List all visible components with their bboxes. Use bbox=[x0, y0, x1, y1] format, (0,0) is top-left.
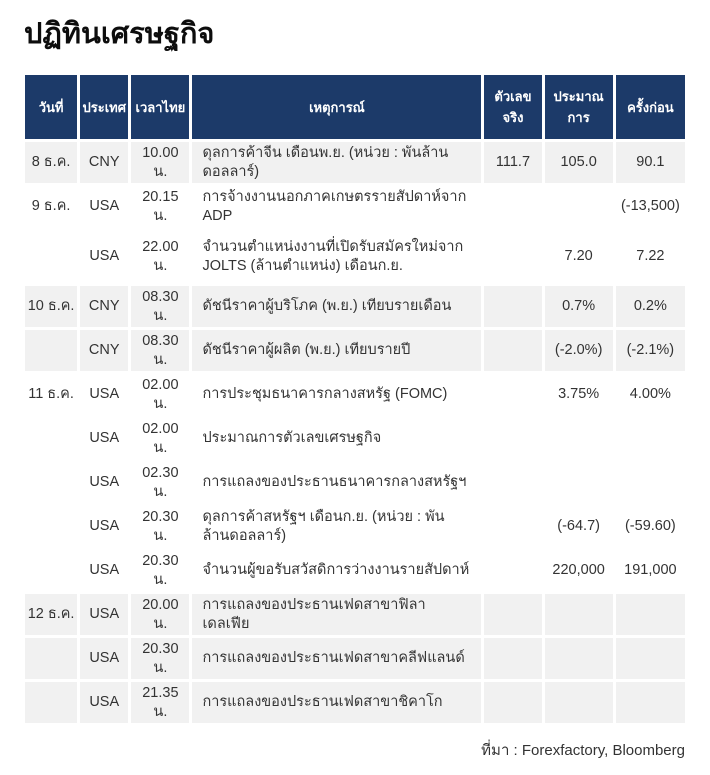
cell-previous bbox=[616, 594, 685, 635]
table-row bbox=[25, 506, 685, 547]
cell-time: 20.30 น. bbox=[131, 506, 189, 547]
cell-event: จำนวนผู้ขอรับสวัสดิการว่างงานรายสัปดาห์ bbox=[192, 550, 481, 591]
table-header-row bbox=[25, 75, 685, 139]
cell-date: 12 ธ.ค. bbox=[25, 594, 77, 635]
cell-forecast bbox=[545, 594, 613, 635]
cell-event: ดุลการค้าจีน เดือนพ.ย. (หน่วย : พันล้านดอลลาร์) bbox=[192, 142, 481, 183]
table-row bbox=[25, 374, 685, 415]
header-date: วันที่ bbox=[25, 75, 77, 139]
cell-event: การประชุมธนาคารกลางสหรัฐ (FOMC) bbox=[192, 374, 481, 415]
cell-forecast: (-2.0%) bbox=[545, 330, 613, 371]
cell-actual bbox=[484, 374, 541, 415]
cell-previous bbox=[616, 682, 685, 723]
cell-previous: (-59.60) bbox=[616, 506, 685, 547]
header-event: เหตุการณ์ bbox=[192, 75, 481, 139]
table-body bbox=[25, 142, 685, 723]
page-title: ปฏิทินเศรษฐกิจ bbox=[24, 18, 215, 50]
cell-forecast bbox=[545, 638, 613, 679]
table-row bbox=[25, 550, 685, 591]
cell-forecast: (-64.7) bbox=[545, 506, 613, 547]
cell-event: ประมาณการตัวเลขเศรษฐกิจ bbox=[192, 418, 481, 459]
cell-actual bbox=[484, 286, 541, 327]
cell-actual bbox=[484, 186, 541, 227]
header-country: ประเทศ bbox=[80, 75, 128, 139]
cell-event: การแถลงของประธานเฟดสาขาชิคาโก bbox=[192, 682, 481, 723]
cell-event: การแถลงของประธานธนาคารกลางสหรัฐฯ bbox=[192, 462, 481, 503]
cell-date: 8 ธ.ค. bbox=[25, 142, 77, 183]
table-row bbox=[25, 418, 685, 459]
cell-date bbox=[25, 462, 77, 503]
cell-date bbox=[25, 330, 77, 371]
cell-forecast bbox=[545, 418, 613, 459]
cell-forecast: 0.7% bbox=[545, 286, 613, 327]
cell-time: 20.15 น. bbox=[131, 186, 189, 227]
cell-previous: 191,000 bbox=[616, 550, 685, 591]
cell-country: USA bbox=[80, 506, 128, 547]
cell-previous bbox=[616, 462, 685, 503]
header-actual: ตัวเลขจริง bbox=[484, 75, 541, 139]
cell-country: USA bbox=[80, 374, 128, 415]
cell-time: 08.30 น. bbox=[131, 286, 189, 327]
cell-forecast: 105.0 bbox=[545, 142, 613, 183]
cell-time: 10.00 น. bbox=[131, 142, 189, 183]
cell-date bbox=[25, 682, 77, 723]
cell-date bbox=[25, 418, 77, 459]
table-row bbox=[25, 230, 685, 283]
cell-event: การแถลงของประธานเฟดสาขาคลีฟแลนด์ bbox=[192, 638, 481, 679]
cell-previous: 7.22 bbox=[616, 230, 685, 283]
cell-actual bbox=[484, 682, 541, 723]
cell-country: CNY bbox=[80, 142, 128, 183]
cell-actual bbox=[484, 418, 541, 459]
cell-previous: (-2.1%) bbox=[616, 330, 685, 371]
cell-event: การจ้างงานนอกภาคเกษตรรายสัปดาห์จาก ADP bbox=[192, 186, 481, 227]
cell-date bbox=[25, 638, 77, 679]
cell-country: USA bbox=[80, 462, 128, 503]
table-row bbox=[25, 186, 685, 227]
cell-forecast bbox=[545, 462, 613, 503]
header-previous: ครั้งก่อน bbox=[616, 75, 685, 139]
cell-date: 10 ธ.ค. bbox=[25, 286, 77, 327]
cell-actual bbox=[484, 638, 541, 679]
cell-time: 20.00 น. bbox=[131, 594, 189, 635]
cell-country: USA bbox=[80, 638, 128, 679]
cell-date bbox=[25, 230, 77, 283]
header-forecast: ประมาณการ bbox=[545, 75, 613, 139]
cell-date: 11 ธ.ค. bbox=[25, 374, 77, 415]
economic-calendar-table bbox=[22, 72, 688, 726]
cell-actual bbox=[484, 550, 541, 591]
cell-previous bbox=[616, 418, 685, 459]
table-row bbox=[25, 286, 685, 327]
cell-previous: 0.2% bbox=[616, 286, 685, 327]
cell-forecast bbox=[545, 682, 613, 723]
table-row bbox=[25, 142, 685, 183]
cell-time: 22.00 น. bbox=[131, 230, 189, 283]
cell-country: USA bbox=[80, 230, 128, 283]
cell-event: ดัชนีราคาผู้บริโภค (พ.ย.) เทียบรายเดือน bbox=[192, 286, 481, 327]
source-attribution: ที่มา : Forexfactory, Bloomberg bbox=[481, 742, 685, 759]
cell-previous bbox=[616, 638, 685, 679]
cell-event: จำนวนตำแหน่งงานที่เปิดรับสมัครใหม่จาก JOLTS (ล้านตำแหน่ง) เดือนก.ย. bbox=[192, 230, 481, 283]
cell-time: 08.30 น. bbox=[131, 330, 189, 371]
table-row bbox=[25, 682, 685, 723]
cell-actual bbox=[484, 230, 541, 283]
cell-actual: 111.7 bbox=[484, 142, 541, 183]
cell-country: CNY bbox=[80, 286, 128, 327]
cell-date bbox=[25, 550, 77, 591]
cell-time: 02.00 น. bbox=[131, 418, 189, 459]
cell-date bbox=[25, 506, 77, 547]
cell-date: 9 ธ.ค. bbox=[25, 186, 77, 227]
cell-country: USA bbox=[80, 682, 128, 723]
cell-forecast: 3.75% bbox=[545, 374, 613, 415]
cell-previous: (-13,500) bbox=[616, 186, 685, 227]
table-row bbox=[25, 330, 685, 371]
cell-actual bbox=[484, 506, 541, 547]
cell-forecast: 220,000 bbox=[545, 550, 613, 591]
cell-country: USA bbox=[80, 418, 128, 459]
cell-country: CNY bbox=[80, 330, 128, 371]
cell-event: การแถลงของประธานเฟดสาขาฟิลาเดลเฟีย bbox=[192, 594, 481, 635]
cell-time: 20.30 น. bbox=[131, 638, 189, 679]
cell-time: 21.35 น. bbox=[131, 682, 189, 723]
cell-previous: 4.00% bbox=[616, 374, 685, 415]
table-row bbox=[25, 638, 685, 679]
cell-actual bbox=[484, 594, 541, 635]
cell-event: ดุลการค้าสหรัฐฯ เดือนก.ย. (หน่วย : พันล้านดอลลาร์) bbox=[192, 506, 481, 547]
cell-actual bbox=[484, 462, 541, 503]
header-time: เวลาไทย bbox=[131, 75, 189, 139]
cell-time: 20.30 น. bbox=[131, 550, 189, 591]
cell-forecast: 7.20 bbox=[545, 230, 613, 283]
cell-previous: 90.1 bbox=[616, 142, 685, 183]
table-row bbox=[25, 594, 685, 635]
table-row bbox=[25, 462, 685, 503]
cell-country: USA bbox=[80, 594, 128, 635]
cell-country: USA bbox=[80, 550, 128, 591]
cell-forecast bbox=[545, 186, 613, 227]
cell-actual bbox=[484, 330, 541, 371]
cell-time: 02.00 น. bbox=[131, 374, 189, 415]
cell-event: ดัชนีราคาผู้ผลิต (พ.ย.) เทียบรายปี bbox=[192, 330, 481, 371]
cell-country: USA bbox=[80, 186, 128, 227]
cell-time: 02.30 น. bbox=[131, 462, 189, 503]
